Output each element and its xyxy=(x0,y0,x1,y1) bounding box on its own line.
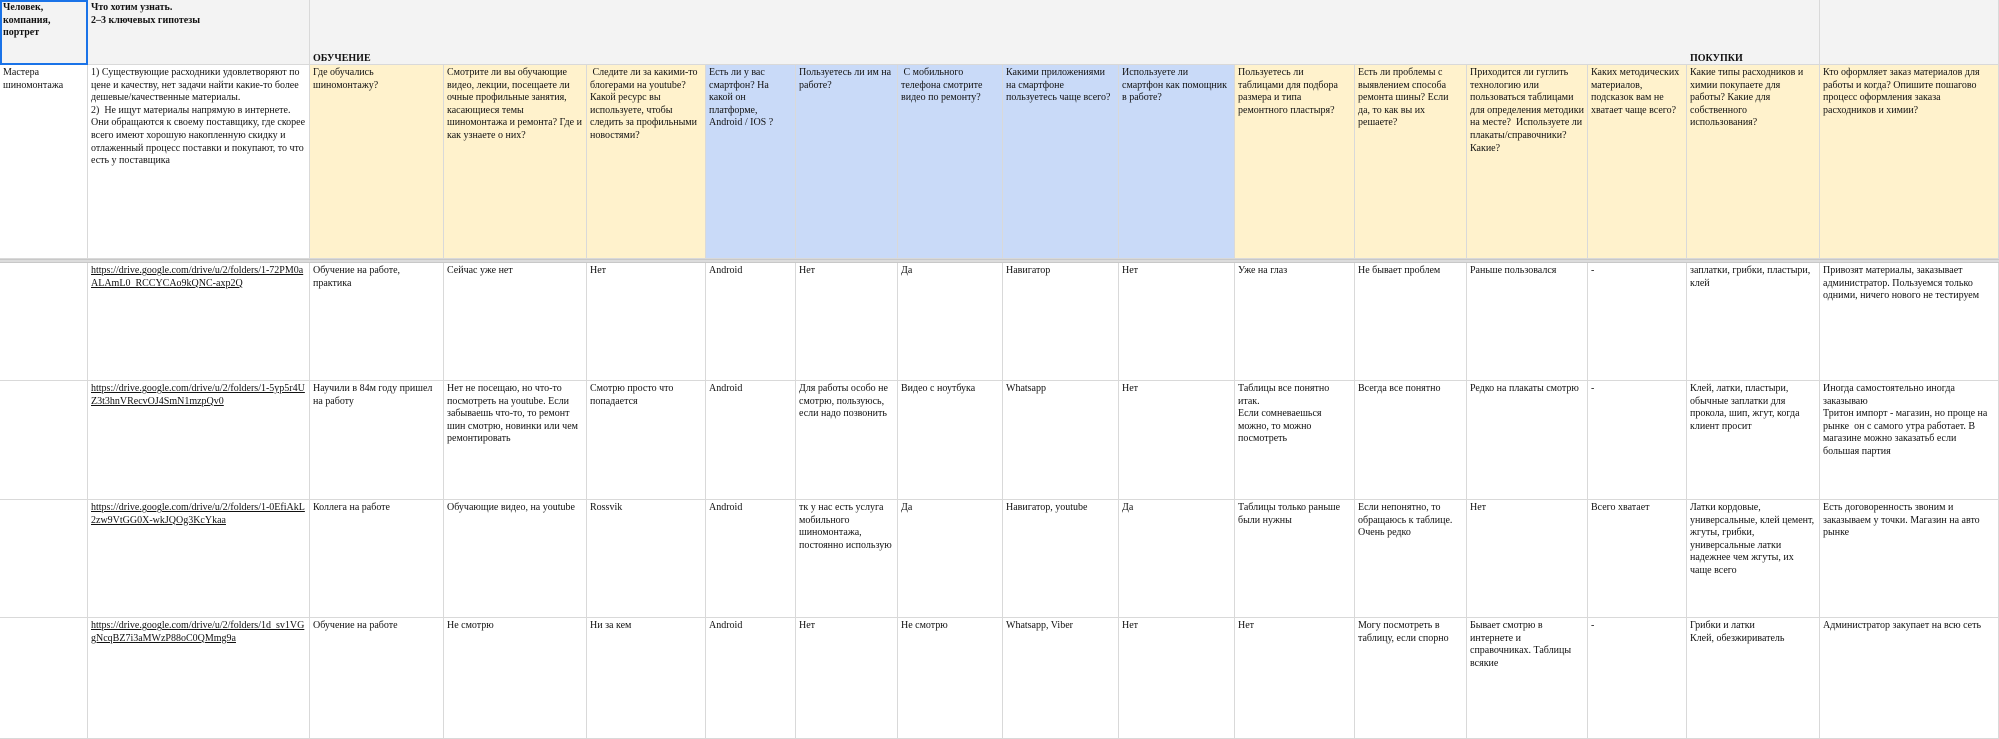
empty-cell[interactable] xyxy=(0,381,88,500)
empty-cell[interactable] xyxy=(0,263,88,381)
question-cell[interactable]: Какими приложениями на смартфоне пользуетесь чаще всего? xyxy=(1003,65,1119,259)
answer-cell[interactable]: Всего хватает xyxy=(1588,500,1687,618)
answer-cell[interactable]: - xyxy=(1588,618,1687,739)
answer-cell[interactable]: Да xyxy=(898,500,1003,618)
answer-cell[interactable]: заплатки, грибки, пластыри, клей xyxy=(1687,263,1820,381)
answer-cell[interactable]: - xyxy=(1588,263,1687,381)
answer-cell[interactable]: Да xyxy=(898,263,1003,381)
question-cell[interactable]: Кто оформляет заказ материалов для работы и когда? Опишите пошагово процесс оформления заказа расходников и химии? xyxy=(1820,65,1999,259)
answer-cell[interactable]: Видео с ноутбука xyxy=(898,381,1003,500)
answer-cell[interactable]: Всегда все понятно xyxy=(1355,381,1467,500)
answer-cell[interactable]: Android xyxy=(706,381,796,500)
answer-cell[interactable]: Уже на глаз xyxy=(1235,263,1355,381)
question-cell[interactable]: Пользуетесь ли таблицами для подбора размера и типа ремонтного пластыря? xyxy=(1235,65,1355,259)
drive-link-cell[interactable]: https://drive.google.com/drive/u/2/folders/1-5yp5r4UZ3t3hnVRecvOJ4SmN1mzpQv0 xyxy=(88,381,310,500)
drive-link-cell[interactable]: https://drive.google.com/drive/u/2/folders/1-0EfiAkL2zw9VtGG0X-wkJQOg3KcYkaa xyxy=(88,500,310,618)
portrait-cell[interactable]: Мастера шиномонтажа xyxy=(0,65,88,259)
answer-cell[interactable]: Да xyxy=(1119,500,1235,618)
answer-cell[interactable]: Нет не посещаю, но что-то посмотреть на youtube. Если забываешь что-то, то ремонт шин смотрю, новинки или чем ремонтировать xyxy=(444,381,587,500)
question-cell[interactable]: С мобильного телефона смотрите видео по ремонту? xyxy=(898,65,1003,259)
answer-cell[interactable]: Нет xyxy=(1235,618,1355,739)
answer-cell[interactable]: Не бывает проблем xyxy=(1355,263,1467,381)
answer-cell[interactable]: Могу посмотреть в таблицу, если спорно xyxy=(1355,618,1467,739)
hypotheses-label-cell[interactable]: Что хотим узнать. 2–3 ключевых гипотезы xyxy=(88,0,310,65)
answer-cell[interactable]: Нет xyxy=(1119,618,1235,739)
question-cell[interactable]: Есть ли проблемы с выявлением способа ремонта шины? Если да, то как вы их решаете? xyxy=(1355,65,1467,259)
answer-cell[interactable]: Whatsapp, Viber xyxy=(1003,618,1119,739)
drive-link-cell[interactable]: https://drive.google.com/drive/u/2/folders/1-72PM0aALAmL0_RCCYCAo9kQNC-axp2Q xyxy=(88,263,310,381)
question-cell[interactable]: Каких методических материалов, подсказок вам не хватает чаще всего? xyxy=(1588,65,1687,259)
question-cell[interactable]: Есть ли у вас смартфон? На какой он платформе, Android / IOS ? xyxy=(706,65,796,259)
empty-cell[interactable] xyxy=(0,618,88,739)
answer-cell[interactable]: Таблицы только раньше были нужны xyxy=(1235,500,1355,618)
answer-cell[interactable]: Не смотрю xyxy=(898,618,1003,739)
answer-cell[interactable]: Android xyxy=(706,500,796,618)
answer-cell[interactable]: Коллега на работе xyxy=(310,500,444,618)
answer-cell[interactable]: Whatsapp xyxy=(1003,381,1119,500)
question-cell[interactable]: Пользуетесь ли им на работе? xyxy=(796,65,898,259)
hypotheses-cell[interactable]: 1) Существующие расходники удовлетворяют по цене и качеству, нет задачи найти какие-то более дешевые/качественные материалы. 2) Не ищут материалы напрямую в интернете. Они обращаются к своему поставщику, где скорее всего имеют хорошую накопленную скидку и отлаженный процесс поставки и покупают, то что есть у поставщика xyxy=(88,65,310,259)
answer-cell[interactable]: Ни за кем xyxy=(587,618,706,739)
answer-cell[interactable]: Навигатор, youtube xyxy=(1003,500,1119,618)
answer-cell[interactable]: Бывает смотрю в интернете и справочниках. Таблицы всякие xyxy=(1467,618,1588,739)
answer-cell[interactable]: тк у нас есть услуга мобильного шиномонтажа, постоянно использую xyxy=(796,500,898,618)
question-cell[interactable]: Используете ли смартфон как помощник в работе? xyxy=(1119,65,1235,259)
answer-cell[interactable]: Латки кордовые, универсальные, клей цемент, жгуты, грибки, универсальные латки надежнее чем жгуты, их чаще всего xyxy=(1687,500,1820,618)
answer-cell[interactable]: Не смотрю xyxy=(444,618,587,739)
question-cell[interactable]: Следите ли за какими-то блогерами на youtube? Какой ресурс вы используете, чтобы следить за профильными новостями? xyxy=(587,65,706,259)
answer-cell[interactable]: Редко на плакаты смотрю xyxy=(1467,381,1588,500)
answer-cell[interactable]: Нет xyxy=(1119,263,1235,381)
answer-cell[interactable]: Раньше пользовался xyxy=(1467,263,1588,381)
answer-cell[interactable]: Обучение на работе, практика xyxy=(310,263,444,381)
header-blank-cell[interactable] xyxy=(1820,0,1999,65)
empty-cell[interactable] xyxy=(0,500,88,618)
section-title-purchases: ПОКУПКИ xyxy=(1690,53,1743,64)
answer-cell[interactable]: Нет xyxy=(1467,500,1588,618)
answer-cell[interactable]: Если непонятно, то обращаюсь к таблице. Очень редко xyxy=(1355,500,1467,618)
answer-cell[interactable]: Клей, латки, пластыри, обычные заплатки для прокола, шип, жгут, когда клиент просит xyxy=(1687,381,1820,500)
corner-label-cell[interactable]: Человек, компания, портрет xyxy=(0,0,88,65)
section-title-learning: ОБУЧЕНИЕ xyxy=(313,53,371,64)
header-blank-cell[interactable] xyxy=(310,0,1820,65)
answer-cell[interactable]: Смотрю просто что попадается xyxy=(587,381,706,500)
answer-cell[interactable]: Rossvik xyxy=(587,500,706,618)
question-cell[interactable]: Смотрите ли вы обучающие видео, лекции, посещаете ли очные профильные занятия, касающиеся темы шиномонтажа и ремонта? Где и как узнаете о них? xyxy=(444,65,587,259)
answer-cell[interactable]: Android xyxy=(706,263,796,381)
question-cell[interactable]: Какие типы расходников и химии покупаете для работы? Какие для собственного использования? xyxy=(1687,65,1820,259)
drive-link-cell[interactable]: https://drive.google.com/drive/u/2/folders/1d_sv1VGgNcqBZ7i3aMWzP88oC0QMmg9a xyxy=(88,618,310,739)
answer-cell[interactable]: Нет xyxy=(796,263,898,381)
answer-cell[interactable]: Сейчас уже нет xyxy=(444,263,587,381)
answer-cell[interactable]: Обучающие видео, на youtube xyxy=(444,500,587,618)
answer-cell[interactable]: Для работы особо не смотрю, пользуюсь, если надо позвонить xyxy=(796,381,898,500)
answer-cell[interactable]: - xyxy=(1588,381,1687,500)
answer-cell[interactable]: Администратор закупает на всю сеть xyxy=(1820,618,1999,739)
answer-cell[interactable]: Иногда самостоятельно иногда заказываю Тритон импорт - магазин, но проще на рынке он с самого утра работает. В магазине можно заказатьб если большая партия xyxy=(1820,381,1999,500)
answer-cell[interactable]: Нет xyxy=(1119,381,1235,500)
answer-cell[interactable]: Навигатор xyxy=(1003,263,1119,381)
answer-cell[interactable]: Грибки и латки Клей, обезжириватель xyxy=(1687,618,1820,739)
answer-cell[interactable]: Android xyxy=(706,618,796,739)
question-cell[interactable]: Где обучались шиномонтажу? xyxy=(310,65,444,259)
answer-cell[interactable]: Есть договоренность звоним и заказываем у точки. Магазин на авто рынке xyxy=(1820,500,1999,618)
answer-cell[interactable]: Нет xyxy=(587,263,706,381)
answer-cell[interactable]: Нет xyxy=(796,618,898,739)
answer-cell[interactable]: Привозят материалы, заказывает администратор. Пользуемся только одними, ничего нового не тестируем xyxy=(1820,263,1999,381)
question-cell[interactable]: Приходится ли гуглить технологию или пользоваться таблицами для определения методики на месте? Используете ли плакаты/справочники? Какие? xyxy=(1467,65,1588,259)
answer-cell[interactable]: Обучение на работе xyxy=(310,618,444,739)
answer-cell[interactable]: Таблицы все понятно итак. Если сомневаешься можно, то можно посмотреть xyxy=(1235,381,1355,500)
answer-cell[interactable]: Научили в 84м году пришел на работу xyxy=(310,381,444,500)
